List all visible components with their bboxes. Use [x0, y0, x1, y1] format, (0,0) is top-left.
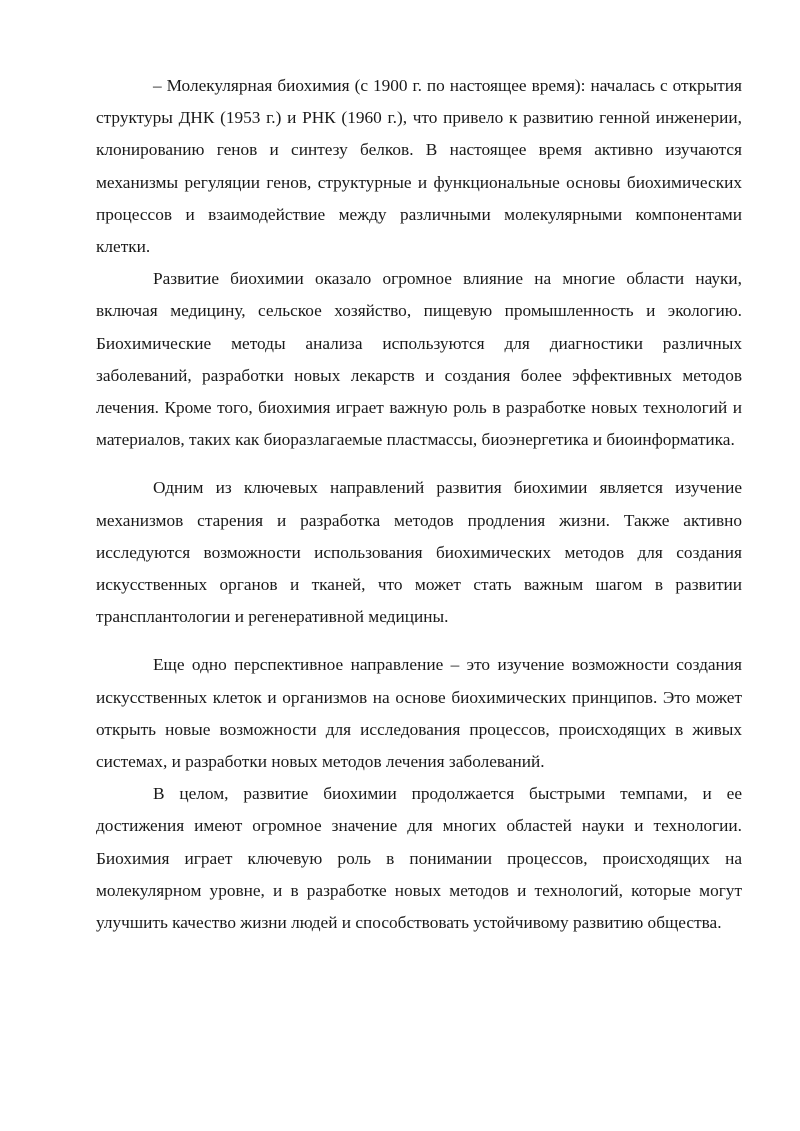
- paragraph-molecular-biochemistry: – Молекулярная биохимия (с 1900 г. по настоящее время): началась с открытия структуры ДНК (1953 г.) и РНК (1960 г.), что привело к развитию генной инженерии, клонированию генов и синтезу белков. В настоящее время активно изучаются механизмы регуляции генов, структурные и функциональные основы биохимических процессов и взаимодействие между различными молекулярными компонентами клетки.: [96, 76, 742, 257]
- paragraph-aging-research: Одним из ключевых направлений развития биохимии является изучение механизмов старения и разработка методов продления жизни. Также активно исследуются возможности использования биохимических методов для создания искусственных органов и тканей, что может стать важным шагом в развитии трансплантологии и регенеративной медицины.: [96, 478, 742, 627]
- paragraph-conclusion: В целом, развитие биохимии продолжается быстрыми темпами, и ее достижения имеют огромное значение для многих областей науки и технологии. Биохимия играет ключевую роль в понимании процессов, происходящих на молекулярном уровне, и в разработке новых методов и технологий, которые могут улучшить качество жизни людей и способствовать устойчивому развитию общества.: [96, 784, 742, 933]
- paragraph-influence-of-biochemistry: Развитие биохимии оказало огромное влияние на многие области науки, включая медицину, сельское хозяйство, пищевую промышленность и экологию. Биохимические методы анализа используются для диагностики различных заболеваний, разработки новых лекарств и создания более эффективных методов лечения. Кроме того, биохимия играет важную роль в разработке новых технологий и материалов, таких как биоразлагаемые пластмассы, биоэнергетика и биоинформатика.: [96, 269, 742, 450]
- paragraph-artificial-cells: Еще одно перспективное направление – это изучение возможности создания искусственных клеток и организмов на основе биохимических принципов. Это может открыть новые возможности для исследования процессов, происходящих в живых системах, и разработки новых методов лечения заболеваний.: [96, 655, 742, 772]
- document-body: [96, 70, 742, 939]
